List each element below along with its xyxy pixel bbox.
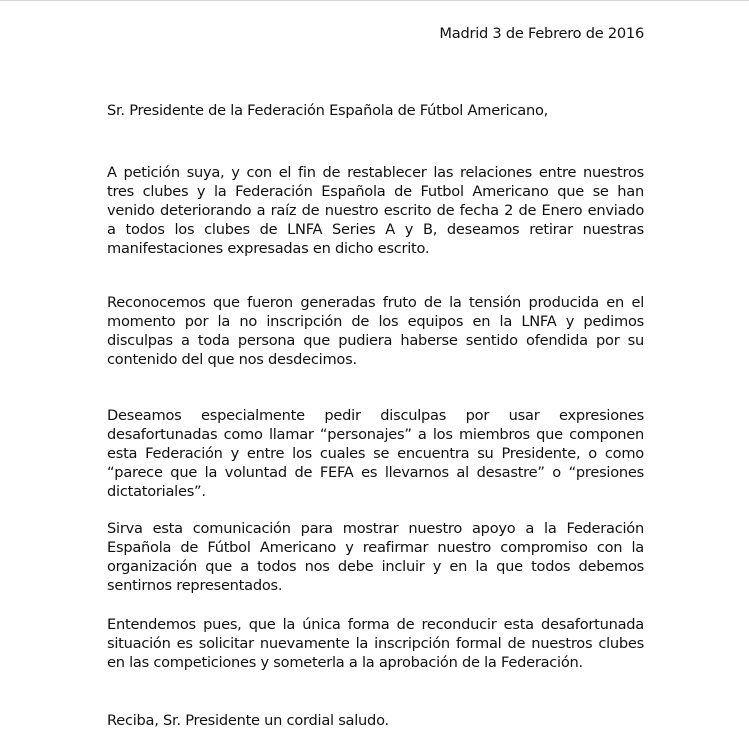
paragraph-apology: Reconocemos que fueron generadas fruto de la tensión producida en el momento por la no inscripción de los equipos en la LNFA y pedimos disculpas a toda persona que pudiera haberse sentido ofendida por su contenido del que nos desdecimos. [107, 294, 644, 368]
paragraph-registration: Entendemos pues, que la única forma de reconducir esta desafortunada situación es solicitar nuevamente la inscripción formal de nuestros clubes en las competiciones y someterla a la aprobación de la Federación. [107, 616, 644, 671]
letter-salutation: Sr. Presidente de la Federación Española de Fútbol Americano, [107, 102, 549, 119]
paragraph-support: Sirva esta comunicación para mostrar nuestro apoyo a la Federación Española de Fútbol Americano y reafirmar nuestro compromiso con la organización que a todos nos debe incluir y en la que todos debemos sentirnos representados. [107, 520, 644, 594]
page-top-rule [0, 0, 749, 1]
letter-closing: Reciba, Sr. Presidente un cordial saludo. [107, 712, 389, 729]
paragraph-expressions: Deseamos especialmente pedir disculpas por usar expresiones desafortunadas como llamar “personajes” a los miembros que componen esta Federación y entre los cuales se encuentra su Presidente, o como “parece que la voluntad de FEFA es llevarnos al desastre” o “presiones dictatoriales”. [107, 407, 644, 500]
letter-date: Madrid 3 de Febrero de 2016 [439, 25, 644, 42]
paragraph-retraction: A petición suya, y con el fin de restablecer las relaciones entre nuestros tres clubes y la Federación Española de Futbol Americano que se han venido deteriorando a raíz de nuestro escrito de fecha 2 de Enero enviado a todos los clubes de LNFA Series A y B, deseamos retirar nuestras manifestaciones expresadas en dicho escrito. [107, 164, 644, 257]
